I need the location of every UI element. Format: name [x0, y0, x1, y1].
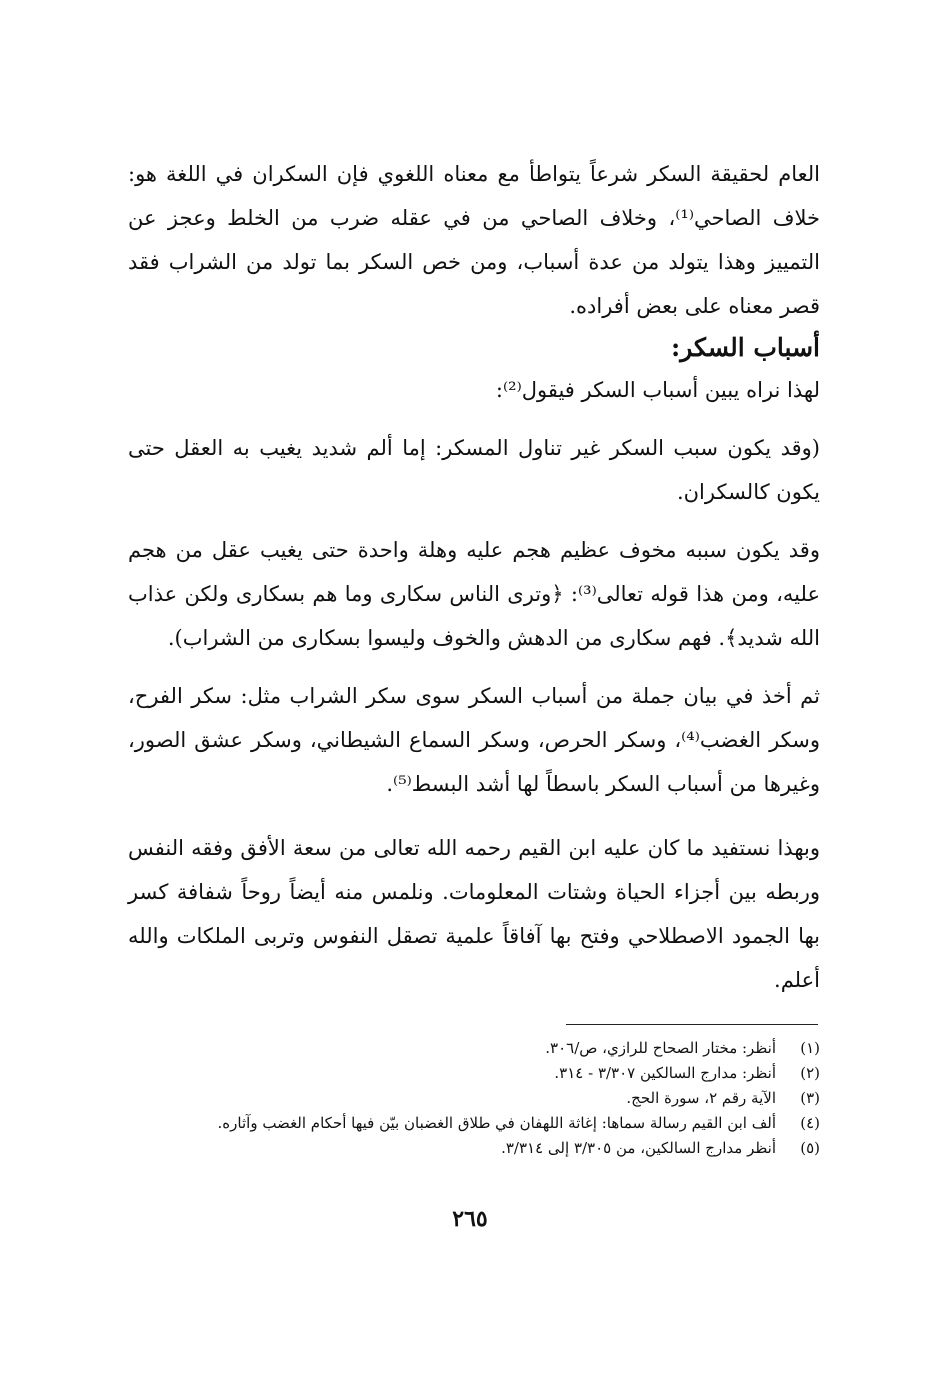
footnote-separator — [566, 1024, 818, 1025]
footnote-item — [100, 1111, 820, 1136]
quote-paragraph-1: (وقد يكون سبب السكر غير تناول المسكر: إما ألم شديد يغيب به العقل حتى يكون كالسكران. — [128, 436, 820, 504]
causes-paragraph: ثم أخذ في بيان جملة من أسباب السكر سوى سكر الشراب مثل: سكر الفرح، وسكر الغضب⁽⁴⁾، وسكر الحرص، وسكر السماع الشيطاني، وسكر عشق الصور، وغيرها من أسباب السكر باسطاً لها أشد البسط⁽⁵⁾. — [128, 684, 820, 796]
footnote-text: ألف ابن القيم رسالة سماها: إغاثة اللهفان في طلاق الغضبان بيّن فيها أحكام الغضب وآثاره. — [217, 1114, 776, 1132]
footnote-item — [100, 1061, 820, 1086]
lead-paragraph: لهذا نراه يبين أسباب السكر فيقول⁽²⁾: — [495, 378, 820, 402]
footnote-number: (٢) — [800, 1064, 820, 1082]
page-number: ٢٦٥ — [452, 1206, 488, 1232]
footnote-item — [100, 1036, 820, 1061]
footnote-item — [100, 1086, 820, 1111]
footnote-text: أنظر: مختار الصحاح للرازي، ص/٣٠٦. — [545, 1039, 776, 1057]
section-heading: أسباب السكر: — [671, 333, 820, 362]
footnote-number: (٥) — [800, 1139, 820, 1157]
footnote-number: (٣) — [800, 1089, 820, 1107]
main-text — [128, 152, 820, 1002]
footnote-text: الآية رقم ٢، سورة الحج. — [626, 1089, 776, 1107]
intro-paragraph: العام لحقيقة السكر شرعاً يتواطأ مع معناه اللغوي فإن السكران في اللغة هو: خلاف الصاحي⁽¹⁾، وخلاف الصاحي من في عقله ضرب من الخلط وعجز عن التمييز وهذا يتولد من عدة أسباب، ومن خص السكر بما تولد من الشراب فقد قصر معناه على بعض أفراده. — [128, 162, 820, 318]
quote-paragraph-2: وقد يكون سببه مخوف عظيم هجم عليه وهلة واحدة حتى يغيب عقل من هجم عليه، ومن هذا قوله تعالى⁽³⁾: ﴿وترى الناس سكارى وما هم بسكارى ولكن عذاب الله شديد﴾. فهم سكارى من الدهش والخوف وليسوا بسكارى من الشراب). — [128, 538, 820, 650]
footnote-text: أنظر مدارج السالكين، من ٣/٣٠٥ إلى ٣/٣١٤. — [501, 1139, 776, 1157]
footnotes — [100, 1036, 820, 1161]
footnote-text: أنظر: مدارج السالكين ٣/٣٠٧ - ٣١٤. — [554, 1064, 776, 1082]
footnote-number: (١) — [800, 1039, 820, 1057]
conclusion-paragraph: وبهذا نستفيد ما كان عليه ابن القيم رحمه الله تعالى من سعة الأفق وفقه النفس وربطه بين أجزاء الحياة وشتات المعلومات. ونلمس منه أيضاً روحاً شفافة كسر بها الجمود الاصطلاحي وفتح بها آفاقاً علمية تصقل النفوس وتربى الملكات والله أعلم. — [128, 836, 820, 992]
footnote-item — [100, 1136, 820, 1161]
footnote-number: (٤) — [800, 1114, 820, 1132]
